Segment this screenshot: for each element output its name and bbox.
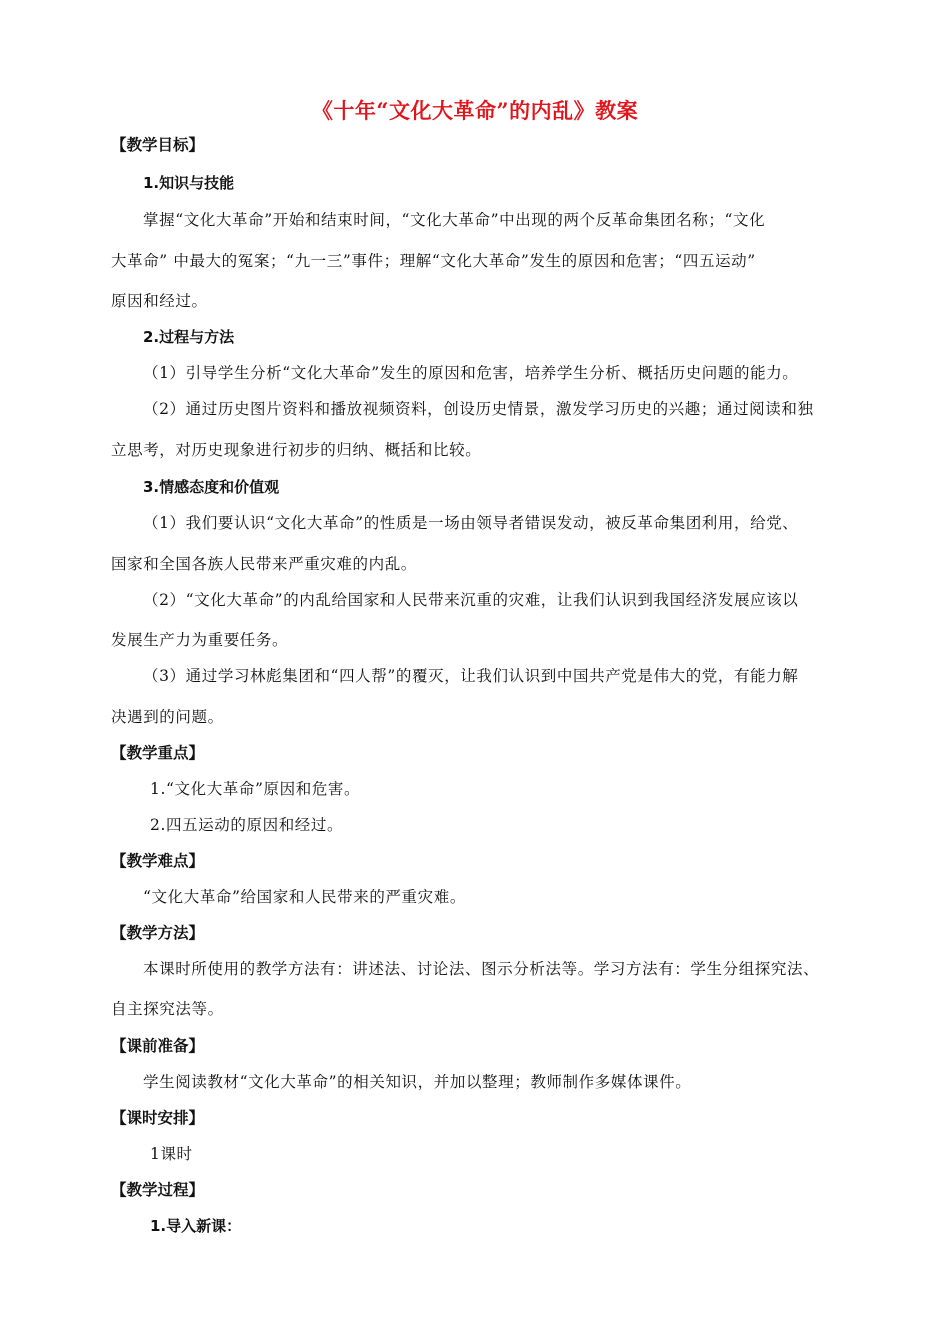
list-item: 1.“文化大革命”原因和危害。 — [150, 780, 361, 798]
heading-schedule: 【课时安排】 — [111, 1109, 205, 1127]
paragraph-line: （3）通过学习林彪集团和“四人帮”的覆灭，让我们认识到中国共产党是伟大的党，有能力解 — [143, 667, 799, 685]
paragraph-line: 发展生产力为重要任务。 — [111, 631, 289, 649]
paragraph-line: 1课时 — [150, 1145, 193, 1163]
heading-teaching-goals: 【教学目标】 — [111, 136, 205, 154]
paragraph-line: 原因和经过。 — [111, 292, 208, 310]
paragraph-line: （1）我们要认识“文化大革命”的性质是一场由领导者错误发动，被反革命集团利用，给党、 — [143, 514, 799, 532]
paragraph-line: 掌握“文化大革命”开始和结束时间，“文化大革命”中出现的两个反革命集团名称；“文化 — [143, 211, 766, 229]
paragraph-line: 学生阅读教材“文化大革命”的相关知识，并加以整理；教师制作多媒体课件。 — [143, 1073, 692, 1091]
paragraph-line: 立思考，对历史现象进行初步的归纳、概括和比较。 — [111, 441, 482, 459]
heading-difficulties: 【教学难点】 — [111, 852, 205, 870]
paragraph-line: （2）“文化大革命”的内乱给国家和人民带来沉重的灾难，让我们认识到我国经济发展应该以 — [143, 591, 799, 609]
heading-key-points: 【教学重点】 — [111, 744, 205, 762]
paragraph-line: 国家和全国各族人民带来严重灾难的内乱。 — [111, 555, 417, 573]
heading-methods: 【教学方法】 — [111, 924, 205, 942]
paragraph-line: 大革命” 中最大的冤案；“九一三”事件；理解“文化大革命”发生的原因和危害；“四五运动” — [111, 252, 756, 270]
paragraph-line: （1）引导学生分析“文化大革命”发生的原因和危害，培养学生分析、概括历史问题的能力。 — [143, 364, 799, 382]
list-item: 2.四五运动的原因和经过。 — [150, 816, 344, 834]
paragraph-line: 决遇到的问题。 — [111, 708, 224, 726]
paragraph-line: 本课时所使用的教学方法有：讲述法、讨论法、图示分析法等。学习方法有：学生分组探究法、 — [143, 960, 820, 978]
document-title: 《十年“文化大革命”的内乱》教案 — [311, 98, 639, 123]
subheading-emotion-values: 3.情感态度和价值观 — [143, 478, 280, 496]
subheading-intro: 1.导入新课： — [150, 1217, 242, 1235]
heading-procedure: 【教学过程】 — [111, 1181, 205, 1199]
subheading-process-methods: 2.过程与方法 — [143, 328, 235, 346]
paragraph-line: （2）通过历史图片资料和播放视频资料，创设历史情景，激发学习历史的兴趣；通过阅读和独 — [143, 400, 814, 418]
paragraph-line: 自主探究法等。 — [111, 1000, 224, 1018]
subheading-knowledge-skills: 1.知识与技能 — [143, 174, 235, 192]
paragraph-line: “文化大革命”给国家和人民带来的严重灾难。 — [143, 888, 466, 906]
heading-preparation: 【课前准备】 — [111, 1037, 205, 1055]
